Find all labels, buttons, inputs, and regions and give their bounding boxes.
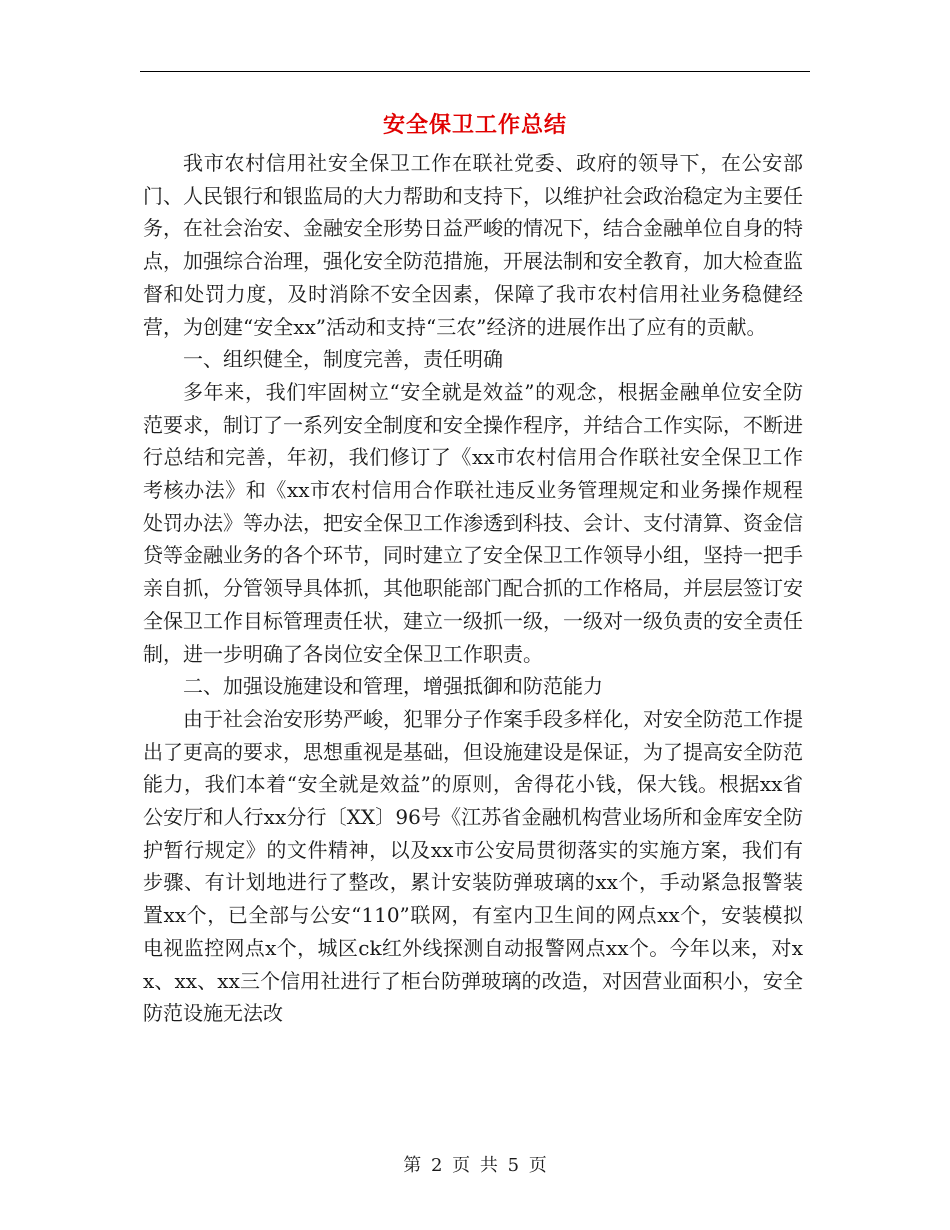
- header-rule: [140, 71, 810, 72]
- page-footer: 第 2 页 共 5 页: [403, 1155, 547, 1176]
- section-heading-1: 一、组织健全，制度完善，责任明确: [183, 347, 503, 372]
- document-title: 安全保卫工作总结: [382, 112, 567, 138]
- document-body: [143, 147, 803, 1030]
- paragraph-section-1: 多年来，我们牢固树立“安全就是效益”的观念，根据金融单位安全防范要求，制订了一系列安全制度和安全操作程序，并结合工作实际，不断进行总结和完善，年初，我们修订了《xx市农村信用合作联社安全保卫工作考核办法》和《xx市农村信用合作联社违反业务管理规定和业务操作规程处罚办法》等办法，把安全保卫工作渗透到科技、会计、支付清算、资金信贷等金融业务的各个环节，同时建立了安全保卫工作领导小组，坚持一把手亲自抓，分管领导具体抓，其他职能部门配合抓的工作格局，并层层签订安全保卫工作目标管理责任状，建立一级抓一级，一级对一级负责的安全责任制，进一步明确了各岗位安全保卫工作职责。: [143, 379, 803, 666]
- paragraph-section-2: 由于社会治安形势严峻，犯罪分子作案手段多样化，对安全防范工作提出了更高的要求，思想重视是基础，但设施建设是保证，为了提高安全防范能力，我们本着“安全就是效益”的原则，舍得花小钱，保大钱。根据xx省公安厅和人行xx分行〔XX〕96号《江苏省金融机构营业场所和金库安全防护暂行规定》的文件精神，以及xx市公安局贯彻落实的实施方案，我们有步骤、有计划地进行了整改，累计安装防弹玻璃的xx个，手动紧急报警装置xx个，已全部与公安“110”联网，有室内卫生间的网点xx个，安装模拟电视监控网点x个，城区ck红外线探测自动报警网点xx个。今年以来，对xx、xx、xx三个信用社进行了柜台防弹玻璃的改造，对因营业面积小，安全防范设施无法改: [143, 706, 803, 1026]
- section-heading-2: 二、加强设施建设和管理，增强抵御和防范能力: [183, 674, 603, 699]
- paragraph-intro: 我市农村信用社安全保卫工作在联社党委、政府的领导下，在公安部门、人民银行和银监局的大力帮助和支持下，以维护社会政治稳定为主要任务，在社会治安、金融安全形势日益严峻的情况下，结合金融单位自身的特点，加强综合治理，强化安全防范措施，开展法制和安全教育，加大检查监督和处罚力度，及时消除不安全因素，保障了我市农村信用社业务稳健经营，为创建“安全xx”活动和支持“三农”经济的进展作出了应有的贡献。: [143, 151, 803, 339]
